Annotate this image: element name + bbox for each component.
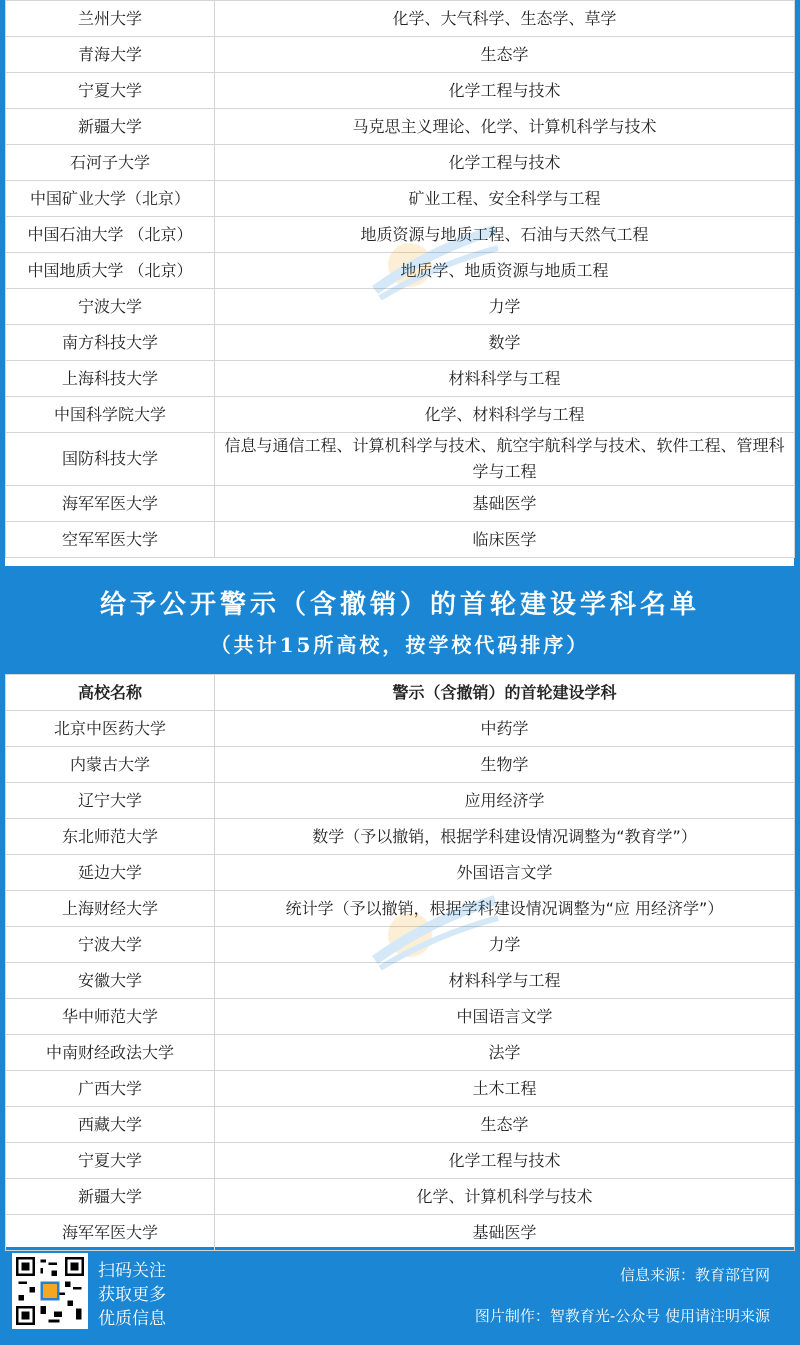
table-row xyxy=(6,999,795,1035)
subject-list: 化学、计算机科学与技术 xyxy=(215,1179,795,1215)
bottom-table-panel xyxy=(5,674,794,1247)
header-subjects: 警示（含撤销）的首轮建设学科 xyxy=(215,675,795,711)
subject-list: 材料科学与工程 xyxy=(215,963,795,999)
follow-line: 优质信息 xyxy=(98,1309,166,1329)
table-row xyxy=(6,1071,795,1107)
subject-list: 地质资源与地质工程、石油与天然气工程 xyxy=(215,217,795,253)
subject-list: 应用经济学 xyxy=(215,783,795,819)
school-name: 兰州大学 xyxy=(6,1,215,37)
school-name: 北京中医药大学 xyxy=(6,711,215,747)
subject-list: 矿业工程、安全科学与工程 xyxy=(215,181,795,217)
subject-list: 土木工程 xyxy=(215,1071,795,1107)
subject-list: 化学工程与技术 xyxy=(215,73,795,109)
table-row xyxy=(6,963,795,999)
top-table xyxy=(5,0,795,558)
subject-list: 化学工程与技术 xyxy=(215,145,795,181)
subject-list: 化学、材料科学与工程 xyxy=(215,397,795,433)
school-name: 宁夏大学 xyxy=(6,1143,215,1179)
school-name: 辽宁大学 xyxy=(6,783,215,819)
table-row xyxy=(6,522,795,558)
school-name: 内蒙古大学 xyxy=(6,747,215,783)
subject-list: 信息与通信工程、计算机科学与技术、航空宇航科学与技术、软件工程、管理科学与工程 xyxy=(215,433,795,486)
school-name: 上海科技大学 xyxy=(6,361,215,397)
subject-list: 化学、大气科学、生态学、草学 xyxy=(215,1,795,37)
table-row xyxy=(6,361,795,397)
school-name: 中国地质大学 （北京） xyxy=(6,253,215,289)
school-name: 新疆大学 xyxy=(6,109,215,145)
table-row xyxy=(6,1035,795,1071)
banner-title: 给予公开警示（含撤销）的首轮建设学科名单 xyxy=(99,590,700,620)
school-name: 中国矿业大学（北京） xyxy=(6,181,215,217)
school-name: 广西大学 xyxy=(6,1071,215,1107)
table-row xyxy=(6,819,795,855)
table-row xyxy=(6,747,795,783)
subject-list: 化学工程与技术 xyxy=(215,1143,795,1179)
table-row xyxy=(6,927,795,963)
table-row xyxy=(6,486,795,522)
section-banner xyxy=(0,566,800,674)
school-name: 新疆大学 xyxy=(6,1179,215,1215)
follow-text xyxy=(98,1259,166,1331)
table-row xyxy=(6,1215,795,1251)
table-row xyxy=(6,397,795,433)
subject-list: 数学（予以撤销，根据学科建设情况调整为“教育学”） xyxy=(215,819,795,855)
subject-list: 生态学 xyxy=(215,1107,795,1143)
subject-list: 生物学 xyxy=(215,747,795,783)
subject-list: 统计学（予以撤销，根据学科建设情况调整为“应 用经济学”） xyxy=(215,891,795,927)
subject-list: 中药学 xyxy=(215,711,795,747)
school-name: 宁波大学 xyxy=(6,927,215,963)
school-name: 安徽大学 xyxy=(6,963,215,999)
school-name: 东北师范大学 xyxy=(6,819,215,855)
school-name: 南方科技大学 xyxy=(6,325,215,361)
school-name: 宁夏大学 xyxy=(6,73,215,109)
school-name: 宁波大学 xyxy=(6,289,215,325)
table-row xyxy=(6,181,795,217)
subject-list: 临床医学 xyxy=(215,522,795,558)
table-row xyxy=(6,109,795,145)
header-school: 高校名称 xyxy=(6,675,215,711)
school-name: 华中师范大学 xyxy=(6,999,215,1035)
table-row xyxy=(6,145,795,181)
table-row xyxy=(6,1107,795,1143)
bottom-table xyxy=(5,674,795,1251)
subject-list: 力学 xyxy=(215,289,795,325)
table-row xyxy=(6,433,795,486)
follow-line: 扫码关注 xyxy=(98,1261,166,1281)
table-row xyxy=(6,855,795,891)
table-row xyxy=(6,37,795,73)
subject-list: 数学 xyxy=(215,325,795,361)
table-row xyxy=(6,891,795,927)
table-row xyxy=(6,1179,795,1215)
table-row xyxy=(6,73,795,109)
school-name: 上海财经大学 xyxy=(6,891,215,927)
school-name: 海军军医大学 xyxy=(6,486,215,522)
school-name: 西藏大学 xyxy=(6,1107,215,1143)
footer xyxy=(0,1247,800,1345)
school-name: 青海大学 xyxy=(6,37,215,73)
school-name: 海军军医大学 xyxy=(6,1215,215,1251)
school-name: 石河子大学 xyxy=(6,145,215,181)
table-row xyxy=(6,783,795,819)
school-name: 空军军医大学 xyxy=(6,522,215,558)
school-name: 中国科学院大学 xyxy=(6,397,215,433)
subject-list: 法学 xyxy=(215,1035,795,1071)
subject-list: 马克思主义理论、化学、计算机科学与技术 xyxy=(215,109,795,145)
subject-list: 生态学 xyxy=(215,37,795,73)
table-row xyxy=(6,217,795,253)
table-row xyxy=(6,253,795,289)
table-row xyxy=(6,289,795,325)
subject-list: 基础医学 xyxy=(215,486,795,522)
school-name: 延边大学 xyxy=(6,855,215,891)
qr-code-icon[interactable] xyxy=(12,1253,88,1329)
follow-line: 获取更多 xyxy=(98,1285,166,1305)
subject-list: 外国语言文学 xyxy=(215,855,795,891)
table-row xyxy=(6,1,795,37)
subject-list: 力学 xyxy=(215,927,795,963)
table-row xyxy=(6,325,795,361)
table-header-row xyxy=(6,675,795,711)
subject-list: 地质学、地质资源与地质工程 xyxy=(215,253,795,289)
banner-subtitle: （共计15所高校，按学校代码排序） xyxy=(210,633,590,657)
school-name: 中南财经政法大学 xyxy=(6,1035,215,1071)
table-row xyxy=(6,1143,795,1179)
info-source: 信息来源：教育部官网 xyxy=(619,1266,770,1284)
top-table-panel xyxy=(5,0,794,566)
subject-list: 基础医学 xyxy=(215,1215,795,1251)
school-name: 国防科技大学 xyxy=(6,433,215,486)
subject-list: 材料科学与工程 xyxy=(215,361,795,397)
school-name: 中国石油大学 （北京） xyxy=(6,217,215,253)
subject-list: 中国语言文学 xyxy=(215,999,795,1035)
image-credit: 图片制作：智教育光-公众号 使用请注明来源 xyxy=(474,1307,770,1325)
table-row xyxy=(6,711,795,747)
